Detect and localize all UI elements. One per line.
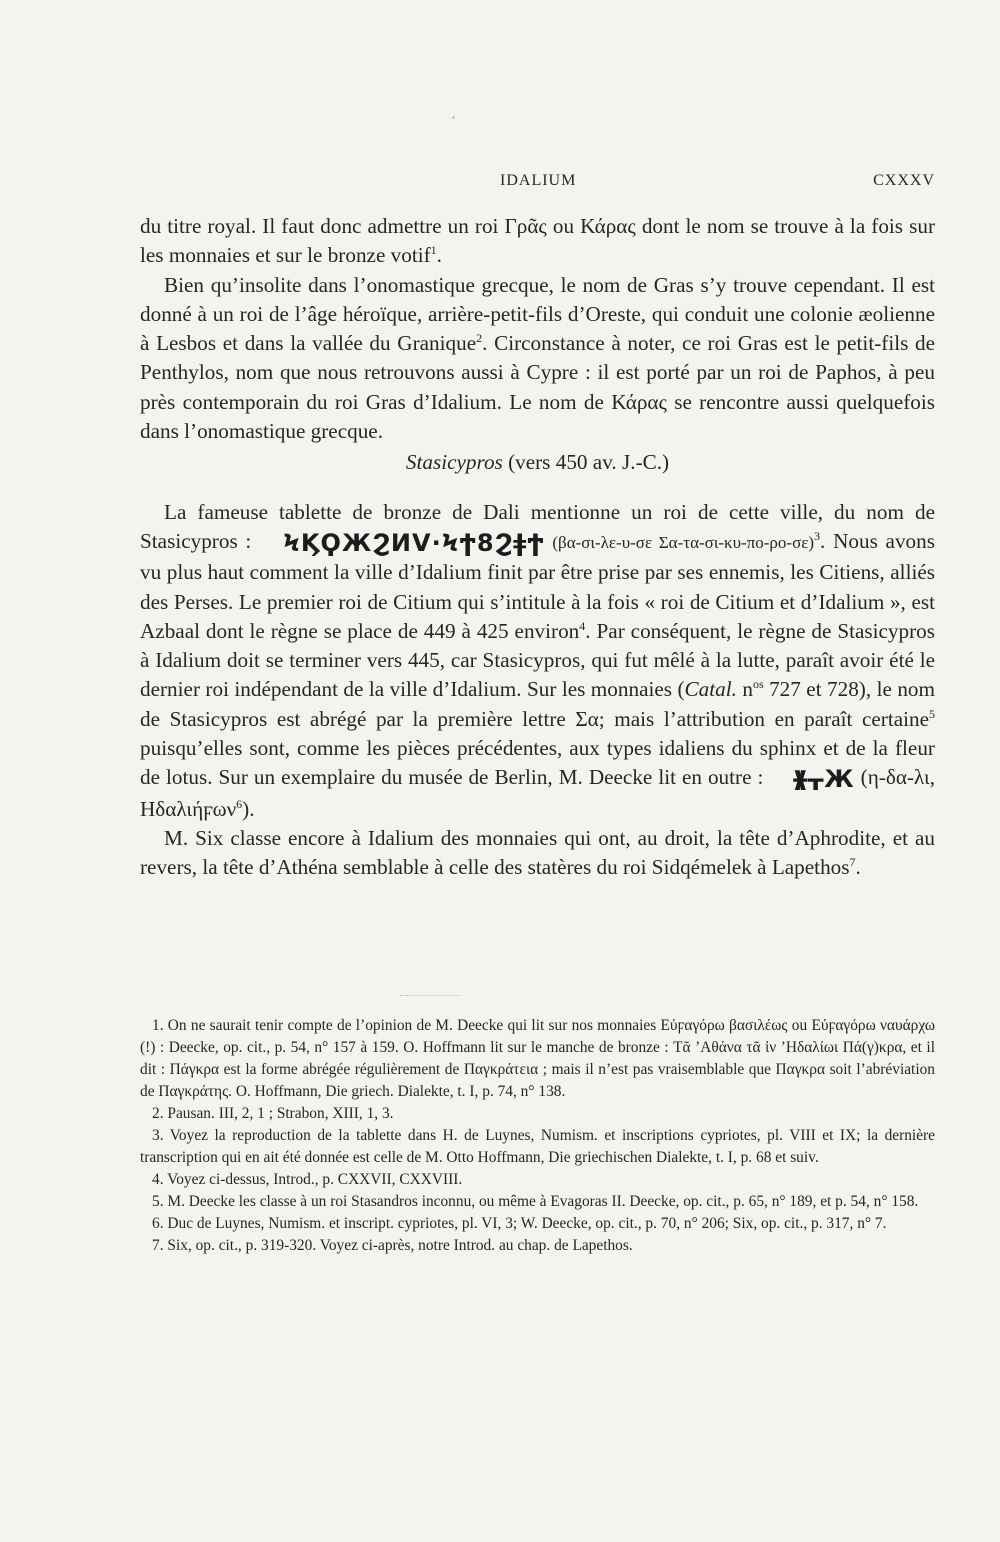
footnote-ref-4: 4 (579, 618, 586, 633)
paragraph-2-text: Bien qu’insolite dans l’onomastique grecque, le nom de Gras s’y trouve cependant. Il est donné à un roi de l’âge héroïque, arrière-petit-fils d’Oreste, qui conduit une colonie æolienne à Lesbos et dans la vallée du Granique (140, 272, 935, 356)
cypriot-syllabary-inscription-2: ᚕᚁЖ (793, 765, 855, 794)
paragraph-3-text-d: n (736, 677, 753, 702)
footnote-ref-6: 6 (236, 796, 243, 811)
paragraph-1-text: du titre royal. Il faut donc admettre un roi Γρᾶς ou Κάρας dont le nom se trouve à la fois sur les monnaies et sur le bronze votif (140, 214, 935, 268)
footnote-4: 4. Voyez ci-dessus, Introd., p. CXXVII, CXXVIII. (152, 1171, 463, 1188)
paragraph-2-end: . Circonstance à noter, ce roi Gras est le petit-fils de Penthylos, nom que nous retrouvons aussi à Cypre : il est porté par un roi de Paphos, à peu près contemporain du roi Gras d’Idalium. Le nom de Κάρας se rencontre aussi quelquefois dans l’onomastique grecque. (140, 331, 936, 444)
footnote-1: 1. On ne saurait tenir compte de l’opinion de M. Deecke qui lit sur nos monnaies Εὐϝαγόρω βασιλέως ou Εὐϝαγόρω ναυάρχω (!) : Deecke, op. cit., p. 54, n° 157 à 159. O. Hoffmann lit sur le manche de bronze : Τᾶ ’Αθάνα τᾶ ἰν ’Ηδαλίωι Πά(γ)κρα, et il dit : Πάγκρα est la forme abrégée régulièrement de Παγκράτεια ; mais il n’est pas vraisemblable que Παγκρα soit l’abréviation de Παγκράτης. O. Hoffmann, Die griech. Dialekte, t. I, p. 74, n° 138. (140, 1017, 935, 1100)
paragraph-3-end: ). (242, 796, 255, 821)
heading-date: (vers 450 av. J.-C.) (502, 450, 670, 475)
heading-name: Stasicypros (405, 450, 503, 475)
paragraph-3 (140, 498, 935, 824)
running-head (140, 172, 935, 196)
numero-os: os (752, 677, 764, 692)
cypriot-syllabary-inscription: ϞϏϘЖϨИV·ϞϮ8ϨǂϮ (283, 528, 545, 557)
footnote-divider (400, 995, 460, 996)
paragraph-3-text-e: 727 et 728), le nom de Stasicypros est abrégé par la première lettre Σα; mais l’attribution en paraît certaine (140, 677, 935, 731)
main-text (140, 212, 935, 883)
paragraph-4 (140, 824, 935, 883)
paragraph-2 (140, 271, 935, 447)
footnotes (140, 1015, 935, 1257)
transliteration: (βα-σι-λε-υ-σε Σα-τα-σι-κυ-πο-ρο-σε) (552, 532, 815, 552)
footnote-ref-5: 5 (929, 706, 935, 721)
catal-abbrev: Catal. (684, 677, 737, 702)
paragraph-3-text: La fameuse tablette de bronze de Dali mentionne un roi de cette ville, du nom de Stasicypros : (140, 499, 935, 553)
paragraph-1-end: . (436, 243, 442, 268)
paragraph-4-end: . (855, 855, 861, 880)
section-heading (140, 448, 935, 477)
footnote-ref-7: 7 (849, 855, 856, 870)
footnote-ref-3: 3 (814, 528, 821, 543)
footnote-3: 3. Voyez la reproduction de la tablette dans H. de Luynes, Numism. et inscriptions cypriotes, pl. VIII et IX; la dernière transcription qui en ait été donnée est celle de M. Otto Hoffmann, Die griechischen Dialekte, t. I, p. 68 et suiv. (140, 1127, 935, 1166)
footnote-5: 5. M. Deecke les classe à un roi Stasandros inconnu, ou même à Evagoras II. Deecke, op. cit., p. 65, n° 189, et p. 54, n° 158. (152, 1193, 919, 1210)
page-number: CXXXV (873, 172, 935, 189)
footnote-ref-2: 2 (476, 331, 483, 346)
paper-speck (452, 116, 455, 119)
paragraph-4-text: M. Six classe encore à Idalium des monnaies qui ont, au droit, la tête d’Aphrodite, et au revers, la tête d’Athéna semblable à celle des statères du roi Sidqémelek à Lapethos (140, 825, 935, 880)
paragraph-3-text-g: (η-δα-λι, Ηδαλιήϝων (140, 765, 936, 821)
running-head-title: IDALIUM (500, 172, 577, 189)
footnote-6: 6. Duc de Luynes, Numism. et inscript. cypriotes, pl. VI, 3; W. Deecke, op. cit., p. 70, n° 206; Six, op. cit., p. 317, n° 7. (152, 1215, 887, 1232)
paragraph-3-text-c: . Par conséquent, le règne de Stasicypros à Idalium doit se terminer vers 445, car Stasicypros, qui fut mêlé à la lutte, paraît avoir été le dernier roi indépendant de la ville d’Idalium. Sur les monnaies ( (140, 618, 936, 702)
footnote-2: 2. Pausan. III, 2, 1 ; Strabon, XIII, 1, 3. (152, 1105, 394, 1122)
paragraph-1 (140, 212, 935, 271)
paragraph-3-text-b: . Nous avons vu plus haut comment la ville d’Idalium finit par être prise par ses ennemis, les Citiens, alliés des Perses. Le premier roi de Citium qui s’intitule à la fois « roi de Citium et d’Idalium », est Azbaal dont le règne se place de 449 à 425 environ (140, 528, 935, 643)
footnote-ref-1: 1 (430, 243, 437, 258)
footnote-7: 7. Six, op. cit., p. 319-320. Voyez ci-après, notre Introd. au chap. de Lapethos. (152, 1237, 633, 1254)
paragraph-3-text-f: puisqu’elles sont, comme les pièces précédentes, aux types idaliens du sphinx et de la fleur de lotus. Sur un exemplaire du musée de Berlin, M. Deecke lit en outre : (140, 736, 935, 790)
